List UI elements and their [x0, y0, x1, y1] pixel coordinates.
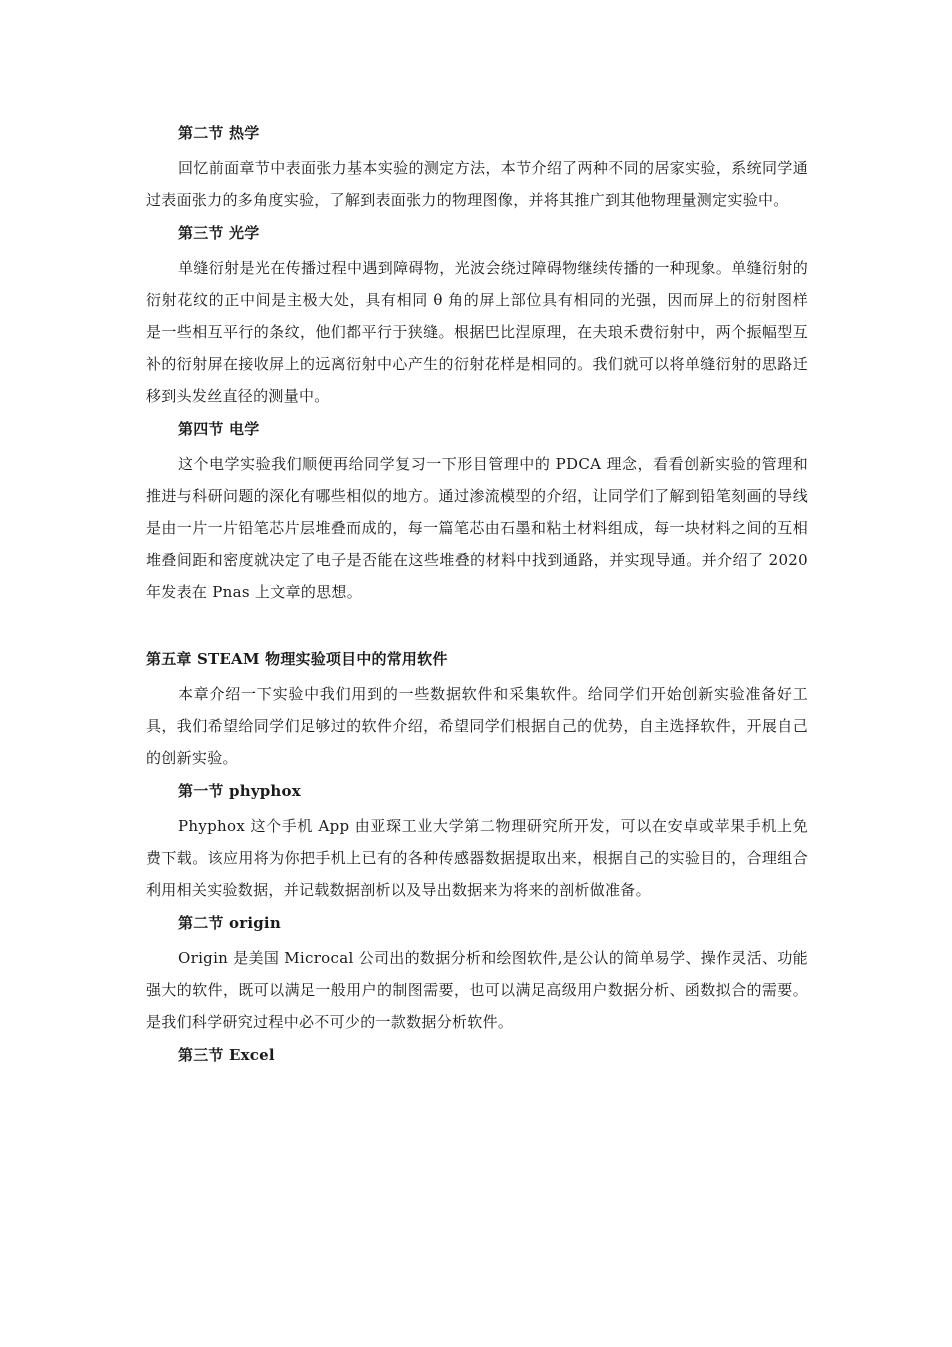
section-heading-phyphox: 第一节 phyphox: [178, 782, 301, 800]
section-heading-optics: 第三节 光学: [178, 224, 260, 242]
paragraph-optics: 单缝衍射是光在传播过程中遇到障碍物，光波会绕过障碍物继续传播的一种现象。单缝衍射的衍射花纹的正中间是主极大处，具有相同 θ 角的屏上部位具有相同的光强，因而屏上的衍射图样是一些相互平行的条纹，他们都平行于狭缝。根据巴比涅原理，在夫琅禾费衍射中，两个振幅型互补的衍射屏在接收屏上的远离衍射中心产生的衍射花样是相同的。我们就可以将单缝衍射的思路迁移到头发丝直径的测量中。: [146, 259, 808, 405]
section-heading-electricity: 第四节 电学: [178, 420, 260, 438]
section-heading-excel: 第三节 Excel: [178, 1046, 275, 1064]
paragraph-thermal: 回忆前面章节中表面张力基本实验的测定方法，本节介绍了两种不同的居家实验，系统同学通过表面张力的多角度实验，了解到表面张力的物理图像，并将其推广到其他物理量测定实验中。: [146, 159, 808, 209]
section-heading-origin: 第二节 origin: [178, 914, 281, 932]
section-heading-thermal: 第二节 热学: [178, 124, 260, 142]
chapter-heading: 第五章 STEAM 物理实验项目中的常用软件: [146, 650, 448, 668]
paragraph-electricity: 这个电学实验我们顺便再给同学复习一下形目管理中的 PDCA 理念，看看创新实验的管理和推进与科研问题的深化有哪些相似的地方。通过渗流模型的介绍，让同学们了解到铅笔刻画的导线是由一片一片铅笔芯片层堆叠而成的，每一篇笔芯由石墨和粘土材料组成，每一块材料之间的互相堆叠间距和密度就决定了电子是否能在这些堆叠的材料中找到通路，并实现导通。并介绍了 2020 年发表在 Pnas 上文章的思想。: [146, 455, 808, 601]
paragraph-phyphox: Phyphox 这个手机 App 由亚琛工业大学第二物理研究所开发，可以在安卓或苹果手机上免费下载。该应用将为你把手机上已有的各种传感器数据提取出来，根据自己的实验目的，合理组合利用相关实验数据，并记载数据剖析以及导出数据来为将来的剖析做准备。: [146, 817, 808, 899]
page-body: [146, 122, 808, 1074]
chapter-spacer: [146, 614, 808, 648]
paragraph-origin: Origin 是美国 Microcal 公司出的数据分析和绘图软件,是公认的简单易学、操作灵活、功能强大的软件，既可以满足一般用户的制图需要，也可以满足高级用户数据分析、函数拟合的需要。是我们科学研究过程中必不可少的一款数据分析软件。: [146, 949, 808, 1031]
paragraph-chapter-intro: 本章介绍一下实验中我们用到的一些数据软件和采集软件。给同学们开始创新实验准备好工具，我们希望给同学们足够过的软件介绍，希望同学们根据自己的优势，自主选择软件，开展自己的创新实验。: [146, 685, 808, 767]
